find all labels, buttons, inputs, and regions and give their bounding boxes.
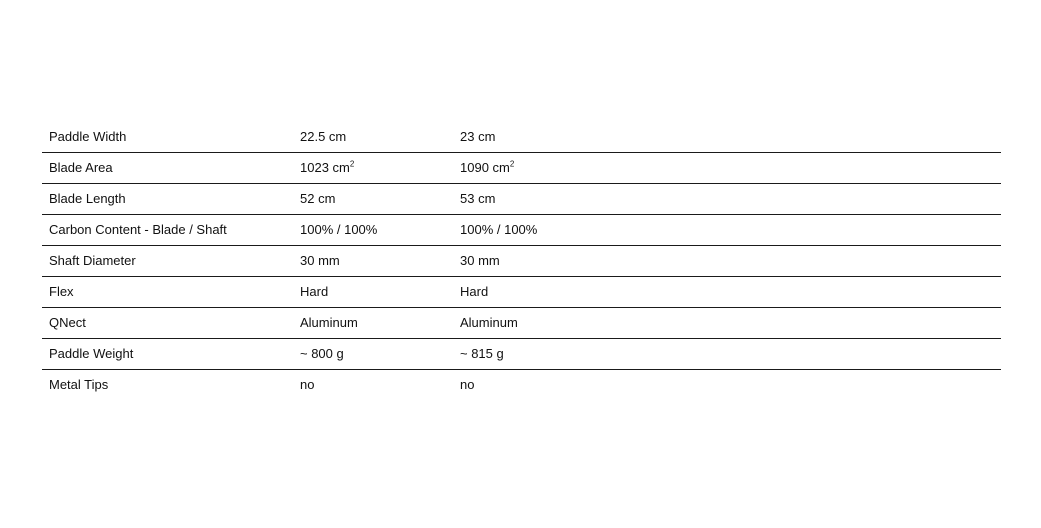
spec-value-b: 100% / 100% xyxy=(460,221,538,237)
spec-label: Paddle Width xyxy=(49,128,127,144)
spec-value-b: no xyxy=(460,376,475,392)
spec-value-a: ~ 800 g xyxy=(300,345,344,361)
table-row xyxy=(42,338,1001,369)
spec-label: Metal Tips xyxy=(49,376,109,392)
spec-label: Blade Length xyxy=(49,190,126,206)
spec-value-a: 30 mm xyxy=(300,252,340,268)
spec-value-a: Aluminum xyxy=(300,314,358,330)
spec-value-b: ~ 815 g xyxy=(460,345,504,361)
spec-value-b: 30 mm xyxy=(460,252,500,268)
spec-label: Carbon Content - Blade / Shaft xyxy=(49,221,227,237)
spec-value-b-text: 1090 cm xyxy=(460,159,510,175)
spec-label: Shaft Diameter xyxy=(49,252,136,268)
spec-value-a: Hard xyxy=(300,283,329,299)
table-row xyxy=(42,369,1001,400)
spec-label: Blade Area xyxy=(49,159,113,175)
table-row xyxy=(42,214,1001,245)
unit-superscript: 2 xyxy=(509,159,515,169)
table-row xyxy=(42,245,1001,276)
table-row xyxy=(42,276,1001,307)
spec-value-a: 22.5 cm xyxy=(300,128,347,144)
spec-value-a: 52 cm xyxy=(300,190,336,206)
spec-value-b: Hard xyxy=(460,283,489,299)
spec-value-a-text: 1023 cm xyxy=(300,159,350,175)
table-row xyxy=(42,183,1001,214)
spec-value-a: 100% / 100% xyxy=(300,221,378,237)
spec-value-b: Aluminum xyxy=(460,314,518,330)
unit-superscript: 2 xyxy=(349,159,355,169)
spec-label: Paddle Weight xyxy=(49,345,134,361)
spec-label: Flex xyxy=(49,283,74,299)
spec-value-b: 23 cm xyxy=(460,128,496,144)
table-row xyxy=(42,307,1001,338)
spec-label: QNect xyxy=(49,314,86,330)
spec-value-b: 53 cm xyxy=(460,190,496,206)
spec-table xyxy=(42,122,1001,400)
spec-value-a: no xyxy=(300,376,315,392)
table-row xyxy=(42,122,1001,152)
spec-value-a xyxy=(300,152,460,183)
spec-value-b xyxy=(460,152,1001,183)
table-row xyxy=(42,152,1001,183)
